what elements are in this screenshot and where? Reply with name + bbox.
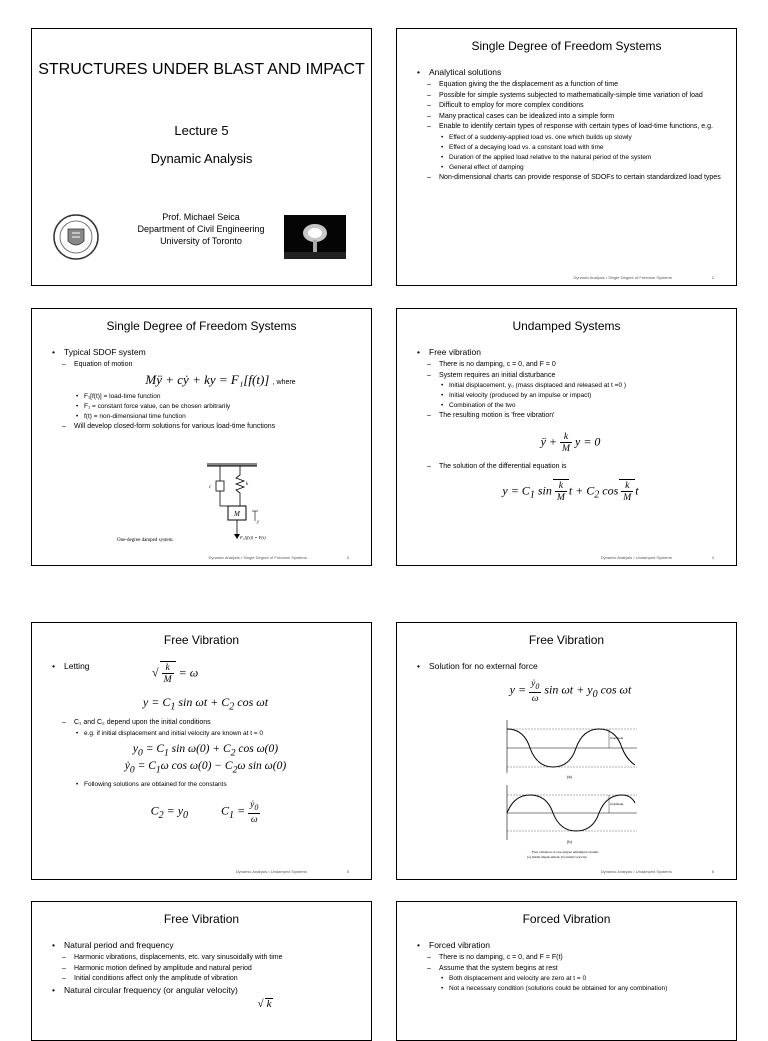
- lecture-series-title: STRUCTURES UNDER BLAST AND IMPACT: [38, 61, 365, 78]
- slide-body: [417, 940, 724, 994]
- damping-label: c: [209, 485, 212, 490]
- sub-bullet: – The resulting motion is 'free vibration': [417, 411, 724, 421]
- mass-label: M: [234, 510, 240, 518]
- force-label: F₁[f(t)] = F(t): [240, 535, 266, 540]
- slide-5: [31, 622, 372, 880]
- sub-bullet: – There is no damping, c = 0, and F = F(t): [417, 953, 724, 963]
- bullet: • Solution for no external force: [417, 661, 724, 672]
- constants-solution: $C_2 = y_0$ $C_1$ = $\frac{ẏ_0}{\omega}$: [150, 799, 259, 826]
- sub-sub-bullet: • Effect of a suddenly-applied load vs. one which builds up slowly: [417, 133, 724, 142]
- sub-sub-bullet: • F₁ = constant force value, can be chosen arbitrarily: [52, 402, 359, 411]
- slide-4: [396, 308, 737, 566]
- department: Department of Civil Engineering: [137, 224, 265, 234]
- slide-title: Undamped Systems: [512, 319, 621, 333]
- sub-bullet: – System requires an initial disturbance: [417, 371, 724, 381]
- plot-label-b: (b): [567, 839, 572, 844]
- sub-sub-bullet: • General effect of damping: [417, 163, 724, 172]
- slide-footer: Dynamic Analysis • Single Degree of Freedom Systems 3: [208, 555, 349, 560]
- sub-bullet: – The solution of the differential equation is: [417, 462, 724, 472]
- slide-2: [396, 28, 737, 286]
- figure-caption-2: (a) Initial displacement; (b) initial velocity.: [527, 855, 588, 859]
- slide-title: Forced Vibration: [522, 912, 611, 926]
- slide-3: [31, 308, 372, 566]
- sub-sub-bullet: • f(t) = non-dimensional time function: [52, 412, 359, 421]
- sub-sub-bullet: • Duration of the applied load relative to the natural period of the system: [417, 153, 724, 162]
- slide-title: Free Vibration: [163, 912, 240, 926]
- slide-body: [52, 347, 359, 432]
- lecture-topic: Dynamic Analysis: [150, 151, 253, 166]
- slide-footer: Dynamic Analysis • Undamped Systems 5: [235, 869, 349, 874]
- bullet: • Natural period and frequency: [52, 940, 359, 951]
- stiffness-label: k: [246, 482, 249, 487]
- solution-equation: $y = C_1$ sin $\frac{k}{M}$ $t + C_2$ cos $\frac{k}{M}$ t: [502, 480, 639, 503]
- slide-footer: Dynamic Analysis • Undamped Systems 6: [600, 869, 714, 874]
- sub-sub-bullet: • Effect of a decaying load vs. a constant load with time: [417, 143, 724, 152]
- sub-bullet: – Will develop closed-form solutions for various load-time functions: [52, 422, 359, 432]
- sub-bullet: – Equation of motion: [52, 360, 359, 370]
- sub-bullet: – Enable to identify certain types of response with certain types of load-time functions, e.g.: [417, 122, 724, 132]
- slide-body: [417, 67, 724, 183]
- sub-bullet: – Many practical cases can be idealized into a simple form: [417, 112, 724, 122]
- sub-bullet: – C₁ and C₂ depend upon the initial conditions: [52, 718, 359, 728]
- figure-caption: One-degree damped system.: [117, 538, 174, 543]
- author-name: Prof. Michael Seica: [162, 212, 240, 222]
- y-label: y: [257, 520, 260, 525]
- initial-velocity-equation: ẏ$_0$ = $C_1\omega$ $\cos \omega(0) - C_2\omega$ sin ω(0): [124, 760, 287, 776]
- sub-sub-bullet: • Both displacement and velocity are zero at t = 0: [417, 974, 724, 983]
- sub-bullet: – Non-dimensional charts can provide response of SDOFs to certain standardized load types: [417, 173, 724, 183]
- plot-label-a: (a): [567, 774, 572, 779]
- figure-caption-1: Free vibration of one-degree undamped system.: [532, 850, 599, 854]
- amplitude-label-a: Amplitude: [610, 736, 624, 740]
- slide-title: Single Degree of Freedom Systems: [471, 39, 662, 53]
- free-vibration-plots: [497, 715, 647, 865]
- sub-bullet: – There is no damping, c = 0, and F = 0: [417, 360, 724, 370]
- amplitude-label-b: Amplitude: [610, 802, 624, 806]
- sub-bullet: – Equation giving the the displacement as a function of time: [417, 80, 724, 90]
- sub-bullet: – Difficult to employ for more complex conditions: [417, 101, 724, 111]
- sdof-system-diagram: [112, 461, 312, 551]
- slide-1: [31, 28, 372, 286]
- bullet: • Letting: [52, 661, 359, 672]
- sub-sub-bullet: • Combination of the two: [417, 401, 724, 410]
- general-solution: $y = C_1$ $\sin \omega t + C_2$ cos ωt: [142, 695, 269, 713]
- slide-7: [31, 901, 372, 1041]
- sub-sub-bullet: • Initial velocity (produced by an impulse or impact): [417, 391, 724, 400]
- slide-title: Free Vibration: [163, 633, 240, 647]
- sub-sub-bullet: • Following solutions are obtained for the constants: [52, 780, 359, 789]
- slide-8: [396, 901, 737, 1041]
- free-vibration-equation: ÿ + $\frac{k}{M}$ y = 0: [540, 430, 601, 454]
- explosion-photo: [284, 215, 346, 259]
- sub-bullet: – Assume that the system begins at rest: [417, 964, 724, 974]
- bullet: • Analytical solutions: [417, 67, 724, 78]
- university: University of Toronto: [160, 236, 242, 246]
- sub-bullet: – Initial conditions affect only the amplitude of vibration: [52, 974, 359, 984]
- slide-6: [396, 622, 737, 880]
- sub-sub-bullet: • Not a necessary condition (solutions could be obtained for any combination): [417, 984, 724, 993]
- slide-body: [52, 940, 359, 1010]
- university-seal-icon: [52, 213, 100, 261]
- omega-definition: √ $\frac{k}{M}$ = ω: [152, 662, 199, 685]
- slide-footer: Dynamic Analysis • Undamped Systems 4: [600, 555, 714, 560]
- sub-bullet: – Possible for simple systems subjected to mathematically-simple time variation of load: [417, 91, 724, 101]
- slide-body: [417, 661, 724, 710]
- slide-title: Free Vibration: [528, 633, 605, 647]
- no-force-solution: y = $\frac{ẏ_0}{\omega}$ $\sin \omega t + y_0$ cos ωt: [509, 678, 632, 704]
- bullet: • Free vibration: [417, 347, 724, 358]
- sub-sub-bullet: • F₁[f(t)] = load-time function: [52, 392, 359, 401]
- bullet: • Forced vibration: [417, 940, 724, 951]
- slide-title: Single Degree of Freedom Systems: [106, 319, 297, 333]
- slide-body: [417, 347, 724, 511]
- sub-sub-bullet: • Initial displacement, y₀ (mass displaced and released at t =0 ): [417, 381, 724, 390]
- bullet: • Natural circular frequency (or angular velocity): [52, 985, 359, 996]
- sub-bullet: – Harmonic vibrations, displacements, etc. vary sinusoidally with time: [52, 953, 359, 963]
- bullet: • Typical SDOF system: [52, 347, 359, 358]
- initial-displacement-equation: $y_0 = C_1$ $\sin \omega(0) + C_2$ cos ω(0): [132, 742, 279, 759]
- lecture-number: Lecture 5: [174, 123, 229, 138]
- sub-bullet: – Harmonic motion defined by amplitude and natural period: [52, 964, 359, 974]
- slide-footer: Dynamic Analysis • Single Degree of Freedom Systems 2: [573, 275, 714, 280]
- slide-body: [52, 661, 359, 825]
- angular-frequency-equation: √ k: [257, 997, 272, 1010]
- equation-of-motion: Mÿ + cẏ + ky = F₁[f(t)] , where: [145, 371, 296, 387]
- author-block: [108, 211, 294, 247]
- sub-sub-bullet: • e.g. if initial displacement and initial velocity are known at t = 0: [52, 729, 359, 738]
